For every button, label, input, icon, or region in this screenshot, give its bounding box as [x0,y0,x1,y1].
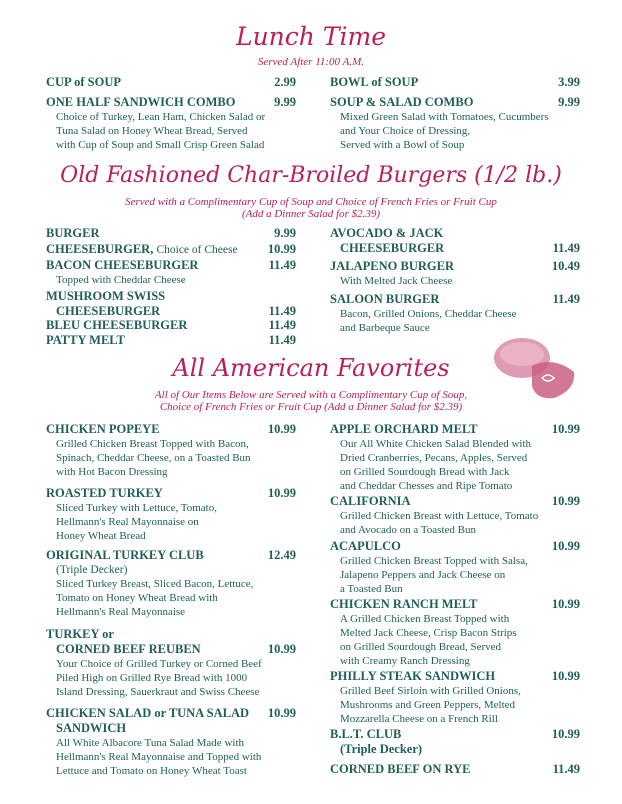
menu-item [330,292,580,335]
item-name: CORNED BEEF ON RYE [330,762,471,776]
item-price: 10.99 [551,597,580,611]
item-price: 9.99 [274,226,296,240]
menu-item [46,75,296,90]
item-name: CHICKEN POPEYE [46,422,160,436]
menu-item [330,539,580,596]
item-name: B.L.T. CLUB [330,727,402,741]
item-description: A Grilled Chicken Breast Topped with Melted Jack Cheese, Crisp Bacon Strips on Grilled Sourdough Bread, Served with Creamy Ranch Dressing [340,613,517,667]
menu-item [46,289,296,319]
item-note: (Triple Decker) [56,564,128,576]
item-name: ONE HALF SANDWICH COMBO [46,95,236,109]
item-price: 11.49 [268,333,296,347]
item-price: 10.99 [551,727,580,741]
menu-item [46,627,296,699]
item-description: Grilled Chicken Breast Topped with Bacon, Spinach, Cheddar Cheese, on a Toasted Bun with Hot Bacon Dressing [56,438,251,478]
item-price: 2.99 [274,75,296,89]
item-note: (Triple Decker) [340,742,423,756]
item-name-2: CHEESEBURGER [340,241,445,255]
menu-item [330,727,580,757]
favorites-subtitle: All of Our Items Below are Served with a Complimentary Cup of Soup, [154,389,468,401]
item-name: SALOON BURGER [330,292,440,306]
menu-item [330,259,580,288]
item-name: AVOCADO & JACK [330,226,444,240]
item-name: PATTY MELT [46,333,125,347]
item-name: CUP of SOUP [46,75,121,89]
item-name: CHEESEBURGER, [46,242,154,256]
item-description: Grilled Chicken Breast Topped with Salsa, Jalapeno Peppers and Jack Cheese on a Toasted Bun [340,555,528,595]
item-price: 3.99 [558,75,580,89]
favorites-heading: All American Favorites [172,354,450,382]
item-name: BACON CHEESEBURGER [46,258,199,272]
item-name: ORIGINAL TURKEY CLUB [46,548,204,562]
item-description: Bacon, Grilled Onions, Cheddar Cheese and Barbeque Sauce [340,308,517,334]
item-description: Choice of Turkey, Lean Ham, Chicken Salad or Tuna Salad on Honey Wheat Bread, Served with Cup of Soup and Small Crisp Green Salad [56,111,266,151]
item-note: Choice of Cheese [156,244,238,256]
item-price: 11.49 [268,304,296,318]
item-name-2: SANDWICH [56,721,127,735]
burgers-heading: Old Fashioned Char-Broiled Burgers (1/2 lb.) [60,163,562,188]
item-name: BLEU CHEESEBURGER [46,318,188,332]
menu-item [330,226,580,256]
menu-item [330,422,580,493]
menu-item [46,242,296,258]
item-price: 11.49 [552,241,580,255]
item-description: Sliced Turkey Breast, Sliced Bacon, Lettuce, Tomato on Honey Wheat Bread with Hellmann's Real Mayonnaise [56,578,254,618]
lunch-subtitle: Served After 11:00 A.M. [257,56,364,68]
menu-item [330,75,580,90]
item-description: All White Albacore Tuna Salad Made with Hellmann's Real Mayonnaise and Topped with Lettuce and Tomato on Honey Wheat Toast [56,737,262,777]
item-price: 10.99 [267,706,296,720]
item-price: 11.49 [268,258,296,272]
item-name: BURGER [46,226,100,240]
menu-item [330,95,580,152]
menu-item [330,597,580,668]
item-description: Topped with Cheddar Cheese [56,274,186,286]
menu-item [46,422,296,479]
menu-item [46,486,296,543]
item-name: APPLE ORCHARD MELT [330,422,478,436]
menu-item [330,669,580,726]
item-price: 11.49 [552,762,580,776]
menu-item [46,706,296,778]
item-description: With Melted Jack Cheese [340,275,453,287]
menu-item [46,226,296,241]
menu-item [330,494,580,537]
item-price: 10.99 [551,669,580,683]
favorites-subtitle-2: Choice of French Fries or Fruit Cup (Add a Dinner Salad for $2.39) [159,401,463,413]
lunch-heading: Lunch Time [235,22,387,51]
item-description: Grilled Beef Sirloin with Grilled Onions, Mushrooms and Green Peppers, Melted Mozzarella Cheese on a French Rill [340,685,521,725]
item-price: 12.49 [267,548,296,562]
menu-item [330,762,580,777]
item-name: PHILLY STEAK SANDWICH [330,669,496,683]
item-description: Your Choice of Grilled Turkey or Corned Beef Piled High on Grilled Rye Bread with 1000 Island Dressing, Sauerkraut and Swiss Cheese [56,658,262,698]
item-price: 10.99 [267,422,296,436]
item-name: CHICKEN RANCH MELT [330,597,478,611]
item-name: ACAPULCO [330,539,401,553]
item-description: Our All White Chicken Salad Blended with Dried Cranberries, Pecans, Apples, Served on Grilled Sourdough Bread with Jack and Cheddar Chesses and Ripe Tomato [340,438,532,492]
menu-item [46,258,296,287]
item-price: 11.49 [268,318,296,332]
item-name: BOWL of SOUP [330,75,419,89]
item-name: SOUP & SALAD COMBO [330,95,474,109]
item-description: Sliced Turkey with Lettuce, Tomato, Hellmann's Real Mayonnaise on Honey Wheat Bread [56,502,217,542]
item-description: Mixed Green Salad with Tomatoes, Cucumbers and Your Choice of Dressing, Served with a Bowl of Soup [340,111,549,151]
item-price: 10.99 [551,539,580,553]
item-name: ROASTED TURKEY [46,486,163,500]
item-price: 9.99 [558,95,580,109]
item-price: 9.99 [274,95,296,109]
item-description: Grilled Chicken Breast with Lettuce, Tomato and Avocado on a Toasted Bun [340,510,539,536]
item-price: 10.99 [551,422,580,436]
item-price: 10.99 [267,486,296,500]
menu-item [46,95,296,152]
item-name-2: CHEESEBURGER [56,304,161,318]
item-name-2: CORNED BEEF REUBEN [56,642,201,656]
burgers-subtitle-2: (Add a Dinner Salad for $2.39) [241,208,381,220]
item-name: CHICKEN SALAD or TUNA SALAD [46,706,250,720]
item-name: JALAPENO BURGER [330,259,454,273]
item-price: 10.99 [267,242,296,256]
item-name: TURKEY or [46,627,114,641]
menu-item [46,333,296,348]
item-price: 11.49 [552,292,580,306]
item-price: 10.99 [267,642,296,656]
item-price: 10.99 [551,494,580,508]
menu-item [46,548,296,619]
item-name: CALIFORNIA [330,494,411,508]
item-name: MUSHROOM SWISS [46,289,166,303]
item-price: 10.49 [551,259,580,273]
menu-item [46,318,296,333]
burgers-subtitle: Served with a Complimentary Cup of Soup and Choice of French Fries or Fruit Cup [125,196,497,208]
